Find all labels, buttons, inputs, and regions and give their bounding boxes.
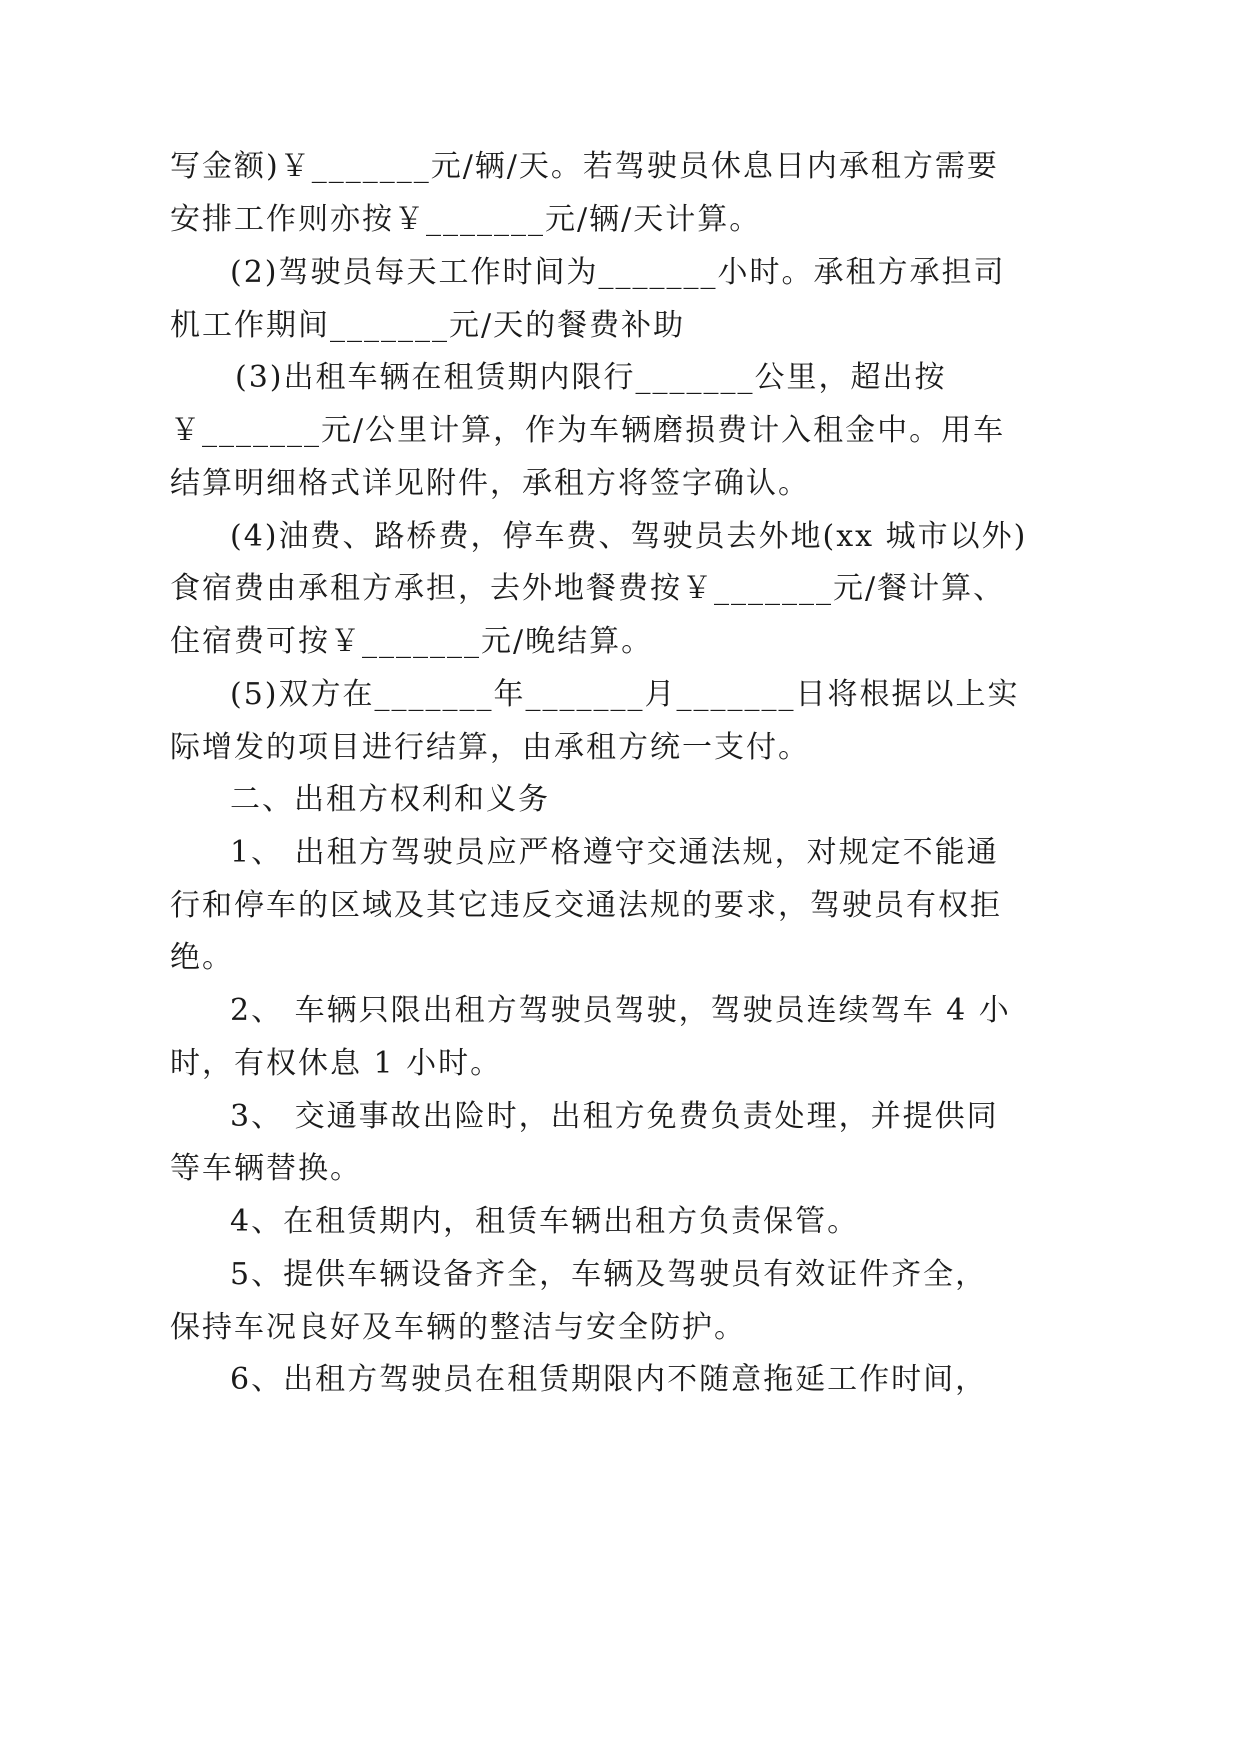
text-line: 1、 出租方驾驶员应严格遵守交通法规，对规定不能通 xyxy=(230,835,999,870)
text-line: 5、提供车辆设备齐全，车辆及驾驶员有效证件齐全， xyxy=(230,1257,988,1292)
text-line: 写金额)￥_______元/辆/天。若驾驶员休息日内承租方需要 xyxy=(170,149,999,184)
text-line: 际增发的项目进行结算，由承租方统一支付。 xyxy=(170,730,810,765)
text-line: (2)驾驶员每天工作时间为_______小时。承租方承担司 xyxy=(230,255,1006,290)
text-line: 结算明细格式详见附件，承租方将签字确认。 xyxy=(170,466,810,501)
text-line: 机工作期间_______元/天的餐费补助 xyxy=(170,308,686,343)
section-heading: 二、出租方权利和义务 xyxy=(230,782,550,817)
text-line: 住宿费可按￥_______元/晚结算。 xyxy=(170,624,654,659)
text-line: 保持车况良好及车辆的整洁与安全防护。 xyxy=(170,1310,746,1345)
text-line: 4、在租赁期内，租赁车辆出租方负责保管。 xyxy=(230,1204,860,1239)
text-line: 6、出租方驾驶员在租赁期限内不随意拖延工作时间， xyxy=(230,1362,988,1397)
text-line: 时，有权休息 1 小时。 xyxy=(170,1046,503,1081)
text-line: 行和停车的区域及其它违反交通法规的要求，驾驶员有权拒 xyxy=(170,888,1002,923)
text-line: 3、 交通事故出险时，出租方免费负责处理，并提供同 xyxy=(230,1099,999,1134)
text-line: 安排工作则亦按￥_______元/辆/天计算。 xyxy=(170,202,762,237)
text-line: 绝。 xyxy=(170,940,234,975)
text-line: (3)出租车辆在租赁期内限行_______公里，超出按 xyxy=(235,360,947,395)
text-line: (5)双方在_______年_______月_______日将根据以上实 xyxy=(230,677,1020,712)
text-line: 食宿费由承租方承担，去外地餐费按￥_______元/餐计算、 xyxy=(170,571,1006,606)
text-line: 等车辆替换。 xyxy=(170,1151,362,1186)
text-line: ￥_______元/公里计算，作为车辆磨损费计入租金中。用车 xyxy=(170,413,1006,448)
text-line: 2、 车辆只限出租方驾驶员驾驶，驾驶员连续驾车 4 小 xyxy=(230,993,1011,1028)
text-line: (4)油费、路桥费，停车费、驾驶员去外地(xx 城市以外) xyxy=(230,519,1028,554)
